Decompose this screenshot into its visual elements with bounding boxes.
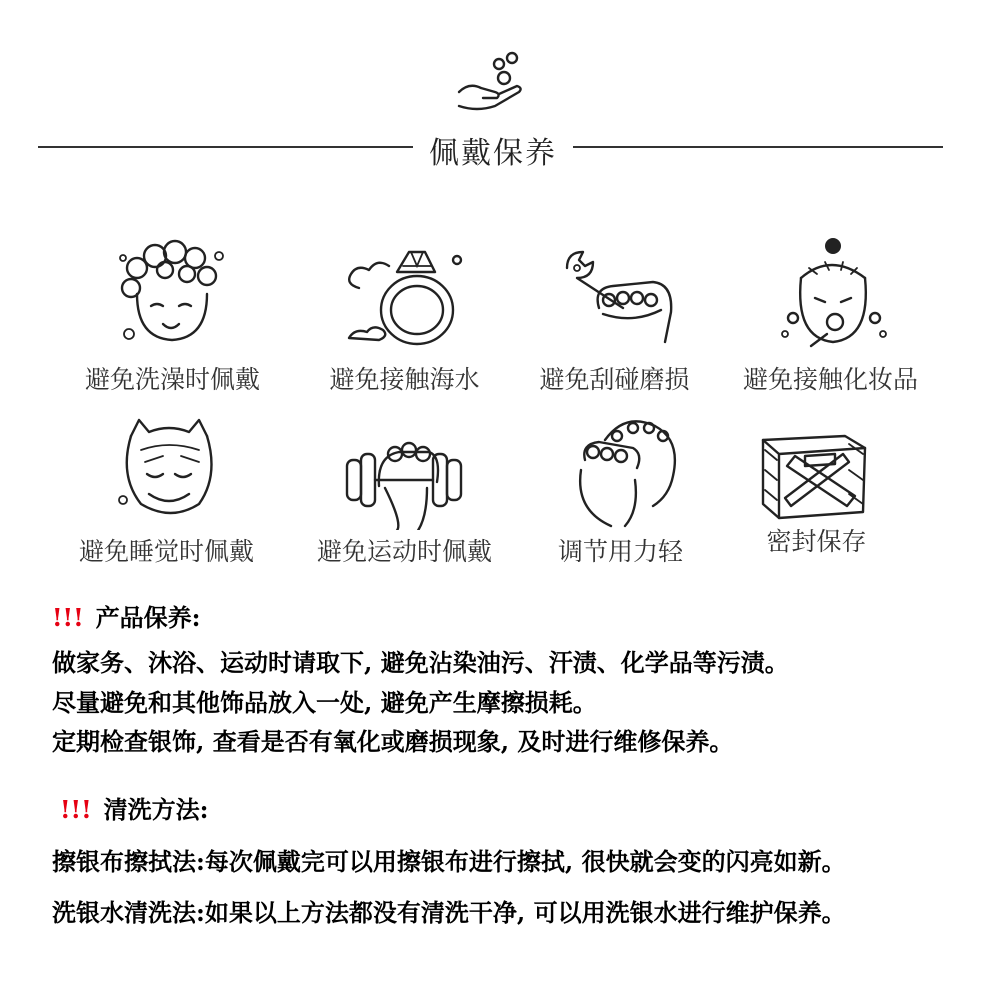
cleaning-line: 洗银水清洗法:如果以上方法都没有清洗干净, 可以用洗银水进行维护保养。 [52, 898, 846, 927]
care-tile-gentle-adjust [518, 410, 723, 590]
tile-label: 避免睡觉时佩戴 [78, 537, 254, 566]
page-title: 佩戴保养 [429, 136, 557, 171]
wrench-hand-icon [549, 238, 679, 358]
makeup-face-icon [765, 238, 895, 358]
product-care-heading [52, 598, 200, 633]
product-care-line: 尽量避免和其他饰品放入一处, 避免产生摩擦损耗。 [52, 688, 597, 717]
divider-right [573, 146, 943, 148]
care-tile-shower [70, 238, 275, 418]
hand-with-bubbles-icon [455, 48, 527, 116]
hand-adjust-ring-icon [555, 410, 685, 530]
tile-label: 避免洗澡时佩戴 [84, 365, 260, 394]
tile-label: 避免接触海水 [329, 365, 480, 394]
dumbbell-hand-icon [339, 410, 469, 530]
heading-text: 清洗方法: [103, 795, 209, 824]
product-care-line: 定期检查银饰, 查看是否有氧化或磨损现象, 及时进行维修保养。 [52, 727, 734, 756]
cleaning-heading [60, 790, 208, 825]
product-care-line: 做家务、沐浴、运动时请取下, 避免沾染油污、汗渍、化学品等污渍。 [52, 648, 789, 677]
care-tile-sleep [64, 410, 269, 590]
ring-splash-icon [339, 238, 469, 358]
shower-girl-icon [107, 238, 237, 358]
sealed-box-icon [751, 410, 881, 530]
care-tile-sealed-storage [714, 410, 919, 590]
care-tile-scratch [512, 238, 717, 418]
tile-label: 避免运动时佩戴 [316, 537, 492, 566]
section-title-row [38, 122, 943, 172]
tile-label: 避免刮碰磨损 [539, 365, 690, 394]
alert-mark: !!! [52, 603, 84, 632]
tile-label: 调节用力轻 [557, 537, 683, 566]
tile-label: 避免接触化妆品 [742, 365, 918, 394]
care-tile-exercise [302, 410, 507, 590]
heading-text: 产品保养: [95, 603, 201, 632]
care-tile-cosmetics [728, 238, 933, 418]
divider-left [38, 146, 413, 148]
tile-label: 密封保存 [766, 527, 867, 556]
alert-mark: !!! [60, 795, 92, 824]
sleeping-girl-icon [101, 410, 231, 530]
care-tile-seawater [302, 238, 507, 418]
cleaning-line: 擦银布擦拭法:每次佩戴完可以用擦银布进行擦拭, 很快就会变的闪亮如新。 [52, 847, 846, 876]
